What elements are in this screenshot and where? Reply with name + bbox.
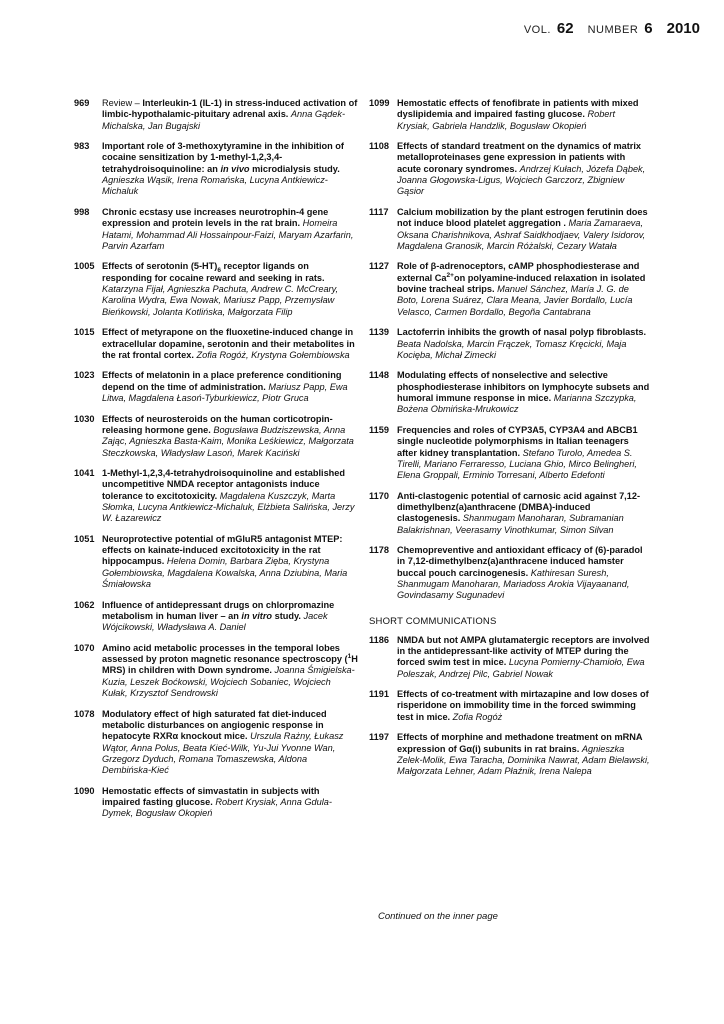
toc-entry[interactable] [74,370,358,404]
article-authors: Kathiresan Suresh, Shanmugam Manoharan, Mariadoss Arokia Vijayaanand, Govindasamy Sugunadevi [397,567,630,601]
page-number: 1127 [369,261,389,272]
number-label: NUMBER [587,24,639,36]
page-number: 1041 [74,468,95,479]
toc-entry[interactable] [369,635,650,680]
article-title [102,261,325,282]
title-text: Influence of antidepressant drugs on chlorpromazine metabolism in human liver – an [102,599,335,621]
page-number: 1090 [74,785,95,796]
article-title [102,141,344,174]
entry-text [102,709,358,777]
title-continuation: receptor ligands on responding for cocaine reward and seeking in rats. [102,261,325,283]
toc-entry[interactable] [369,207,650,252]
toc-entry[interactable] [369,425,650,481]
article-authors: Joanna Śmigielska-Kuzia, Leszek Boćkowski, Wojciech Sobaniec, Wojciech Kułak, Krzysztof Sendrowski [102,665,355,699]
toc-entry[interactable] [74,709,358,777]
toc-entry[interactable] [74,327,358,361]
page-number: 1159 [369,424,389,435]
title-text: Effect of metyrapone on the fluoxetine-induced change in extracellular dopamine, serotonin and their metabolites in the rat frontal cortex. [102,327,355,360]
article-type: Review – [102,98,143,108]
article-title [397,689,649,722]
short-communications-list [369,635,650,778]
page-number: 1117 [369,206,389,217]
continued-note: Continued on the inner page [378,911,498,922]
page-number: 1051 [74,533,95,544]
toc-entry[interactable] [369,370,650,415]
page-number: 983 [74,141,90,152]
article-authors: Agnieszka Zelek-Molik, Ewa Taracha, Dominika Nawrat, Adam Bielawski, Małgorzata Lehner, Adam Płaźnik, Irena Nalepa [397,743,650,777]
toc-entry[interactable] [74,207,358,252]
title-superscript: 1 [347,653,352,661]
article-authors: Homeira Hatami, Mohammad Ali Hossainpour-Faizi, Maryam Azarfarin, Parvin Azarfam [102,218,354,251]
title-continuation: on polyamine-induced relaxation in isolated bovine tracheal strips. [397,272,646,295]
entry-text [397,207,650,252]
toc-entry[interactable] [369,327,650,361]
issue-header [524,20,700,37]
entry-text [397,689,650,723]
entry-text [102,207,358,252]
toc-entry[interactable] [369,491,650,536]
article-authors: Agnieszka Wąsik, Irena Romańska, Lucyna Antkiewicz-Michaluk [102,175,328,197]
article-authors: Mariusz Papp, Ewa Litwa, Magdalena Łasoń-Tyburkiewicz, Piotr Gruca [102,381,348,404]
entry-text [397,635,650,680]
toc-entry[interactable] [369,689,650,723]
page-number: 1108 [369,141,389,152]
entry-text [102,370,358,404]
contents-right-column [369,98,650,787]
entry-text [102,534,358,590]
title-text: Calcium mobilization by the plant estrogen ferutinin does not induce blood platelet aggregation . [397,206,648,229]
article-title [397,327,646,337]
title-text: Effects of co-treatment with mirtazapine and low doses of risperidone on immobility time in the forced swimming test in mice. [397,689,649,722]
article-authors: Bogusława Budziszewska, Anna Zając, Agnieszka Basta-Kaim, Monika Leśkiewicz, Małgorzata Steczkowska, Władysław Lasoń, Marek Kaciński [102,424,354,458]
entry-text [397,370,650,415]
toc-entry[interactable] [74,786,358,820]
title-continuation: H MRS) in children with Down syndrome. [102,654,358,676]
title-text: NMDA but not AMPA glutamatergic receptors are involved in the antidepressant-like activity of MTEP during the forced swim test in mice. [397,634,650,668]
toc-entry[interactable] [369,732,650,777]
entry-text [102,600,358,634]
toc-entry[interactable] [74,534,358,590]
page-number: 1070 [74,642,95,653]
title-text: Lactoferrin inhibits the growth of nasal polyp fibroblasts. [397,327,647,338]
page-number: 969 [74,98,90,108]
title-text: Effects of morphine and methadone treatment on mRNA expression of Gα(i) subunits in rat brains. [397,732,643,754]
toc-entry[interactable] [74,261,358,317]
toc-entry[interactable] [369,141,650,197]
title-text: Hemostatic effects of fenofibrate in patients with mixed dyslipidemia and impaired fasting glucose. [397,98,639,120]
entry-text [397,545,650,601]
title-continuation: study. [274,610,301,621]
title-text: Amino acid metabolic processes in the temporal lobes assessed by proton magnetic resonance spectroscopy ( [102,642,348,665]
article-authors: Jacek Wójcikowski, Władysława A. Daniel [102,610,328,633]
page-number: 1186 [369,634,389,645]
title-text: Modulating effects of nonselective and selective phosphodiesterase inhibitors on lymphocyte subsets and humoral immune response in mice. [397,370,650,404]
title-subscript: 6 [217,267,221,275]
article-title [102,207,328,228]
toc-entry[interactable] [369,545,650,601]
entry-text [397,141,650,197]
title-text: Effects of neurosteroids on the human corticotropin-releasing hormone gene. [102,413,333,435]
toc-entry[interactable] [74,600,358,634]
title-text: Frequencies and roles of CYP3A5, CYP3A4 and ABCB1 single nucleotide polymorphisms in Italian teenagers after kidney transplantation. [397,424,638,458]
article-authors: Lucyna Pomierny-Chamioło, Ewa Poleszak, Andrzej Pilc, Gabriel Nowak [397,657,645,679]
entry-text [397,98,650,132]
entry-text [102,98,358,132]
title-text: Interleukin-1 (IL-1) in stress-induced activation of limbic-hypothalamic-pituitary adrenal axis. [102,98,358,120]
toc-entry[interactable] [369,261,650,317]
entry-text [102,468,358,524]
entry-text [102,141,358,197]
page-number: 1062 [74,599,95,610]
toc-entry[interactable] [74,414,358,459]
title-text: Modulatory effect of high saturated fat diet-induced metabolic disturbances on angiogenic response in hepatocyte RXRα knockout mice. [102,708,327,742]
article-authors: Helena Domin, Barbara Zięba, Krystyna Gołembiowska, Magdalena Kowalska, Anna Dziubina, Maria Śmiałowska [102,556,348,590]
article-authors: Magdalena Kuszczyk, Marta Słomka, Lucyna Antkiewicz-Michaluk, Elżbieta Salińska, Jerzy W. Łazarewicz [102,490,355,524]
article-authors: Zofia Rogóż, Krystyna Gołembiowska [196,349,350,360]
issue-year: 2010 [666,20,700,37]
article-authors: Manuel Sánchez, María J. G. de Boto, Lorena Suárez, Clara Meana, Javier Bordallo, Lucía Velasco, Carmen Bordallo, Begoña Cantabrana [397,284,633,317]
volume-number: 62 [556,20,574,37]
title-text: Neuroprotective potential of mGluR5 antagonist MTEP: effects on kainate-induced excitotoxicity in the rat hippocampus. [102,533,343,567]
entry-text [102,327,358,361]
page-number: 1178 [369,545,389,556]
entry-text [102,414,358,459]
issue-number: 6 [644,20,653,37]
toc-entry[interactable] [74,643,358,699]
page-number: 1005 [74,261,95,272]
title-text: Chemopreventive and antioxidant efficacy of (6)-paradol in 7,12-dimethylbenz(a)anthracene induced hamster buccal pouch carcinogenesis. [397,545,643,578]
toc-entry[interactable] [369,98,650,132]
article-authors: Stefano Turolo, Amedea S. Tirelli, Mariano Ferraresso, Luciana Ghio, Mirco Belingheri, Elena Groppali, Erminio Torresani, Alberto Edefonti [397,447,637,481]
title-text: Effects of melatonin in a place preference conditioning depend on the time of administration. [102,370,342,392]
article-authors: Maria Zamaraeva, Oksana Charishnikova, Ashraf Saidkhodjaev, Valery Isidorov, Magdalena Granosik, Marcin Różalski, Cezary Watała [397,218,646,251]
page-number: 1191 [369,689,389,700]
article-authors: Katarzyna Fijał, Agnieszka Pachuta, Andrew C. McCreary, Karolina Wydra, Ewa Nowak, Mariusz Papp, Przemysław Bieńkowski, Jolanta Kotlińska, Małgorzata Filip [102,284,339,317]
title-superscript: 2+ [446,271,454,279]
title-text: Hemostatic effects of simvastatin in subjects with impaired fasting glucose. [102,785,320,807]
title-text: Anti-clastogenic potential of carnosic acid against 7,12-dimethylbenz(a)anthracene (DMBA)-induced clastogenesis. [397,490,641,524]
article-title [102,600,334,621]
page-number: 1197 [369,732,389,743]
title-text: Effects of serotonin (5-HT) [102,261,218,272]
title-text: 1-Methyl-1,2,3,4-tetrahydroisoquinoline and established uncompetitive NMDA receptor antagonists induce tolerance to excitotoxicity. [102,468,346,501]
entry-text [397,491,650,536]
entry-text [102,643,358,699]
toc-entry[interactable] [74,468,358,524]
article-authors: Beata Nadolska, Marcin Frączek, Tomasz Kręcicki, Maja Kocięba, Michał Zimecki [397,338,627,360]
entry-text [397,425,650,481]
page-number: 998 [74,206,90,217]
page-number: 1023 [74,370,95,381]
title-text: Role of β-adrenoceptors, cAMP phosphodiesterase and external Ca [397,261,640,283]
research-articles-list [369,98,650,602]
title-continuation: microdialysis study. [252,163,340,174]
volume-label: VOL. [523,24,551,36]
title-italic: in vivo [220,163,250,174]
article-authors: Anna Gądek-Michalska, Jan Bugajski [102,109,346,131]
article-authors: Urszula Rażny, Łukasz Wątor, Anna Polus, Beata Kieć-Wilk, Yu-Jui Yvonne Wan, Grzegorz Dyduch, Romana Tomaszewska, Aldona Dembińska-Kieć [102,731,344,776]
title-text: Effects of standard treatment on the dynamics of matrix metalloproteinases gene expression in patients with acute coronary syndromes. [397,141,642,174]
contents-left-column [74,98,358,829]
entry-text [102,261,358,317]
page-number: 1170 [369,490,389,501]
title-text: Chronic ecstasy use increases neurotrophin-4 gene expression and protein levels in the rat brain. [102,206,329,229]
entry-text [397,261,650,317]
article-authors: Marianna Szczypka, Bożena Obmińska-Mrukowicz [397,393,637,415]
page-number: 1015 [74,327,95,338]
toc-entry[interactable] [74,98,358,132]
entry-text [102,786,358,820]
page-number: 1078 [74,708,95,719]
page-number: 1099 [369,98,390,108]
article-authors: Shanmugam Manoharan, Subramanian Balakrishnan, Veerasamy Vinothkumar, Simon Silvan [397,513,624,535]
article-authors: Andrzej Kułach, Józefa Dąbek, Joanna Głogowska-Ligus, Wojciech Garczorz, Zbigniew Gąsior [397,163,646,197]
page-number: 1148 [369,370,389,381]
entry-text [397,327,650,361]
title-text: Important role of 3-methoxytyramine in the inhibition of cocaine sensitization by 1-methyl-1,2,3,4-tetrahydroisoquinoline: an [102,141,344,174]
page-number: 1030 [74,413,95,424]
page-number: 1139 [369,327,389,338]
toc-entry[interactable] [74,141,358,197]
article-authors: Robert Krysiak, Anna Gdula-Dymek, Bogusław Okopień [102,797,332,819]
short-communications-heading: SHORT COMMUNICATIONS [369,615,497,627]
article-authors: Robert Krysiak, Gabriela Handzlik, Bogusław Okopień [397,109,616,131]
title-italic: in vitro [241,610,273,621]
article-authors: Zofia Rogóż [452,711,503,722]
entry-text [397,732,650,777]
